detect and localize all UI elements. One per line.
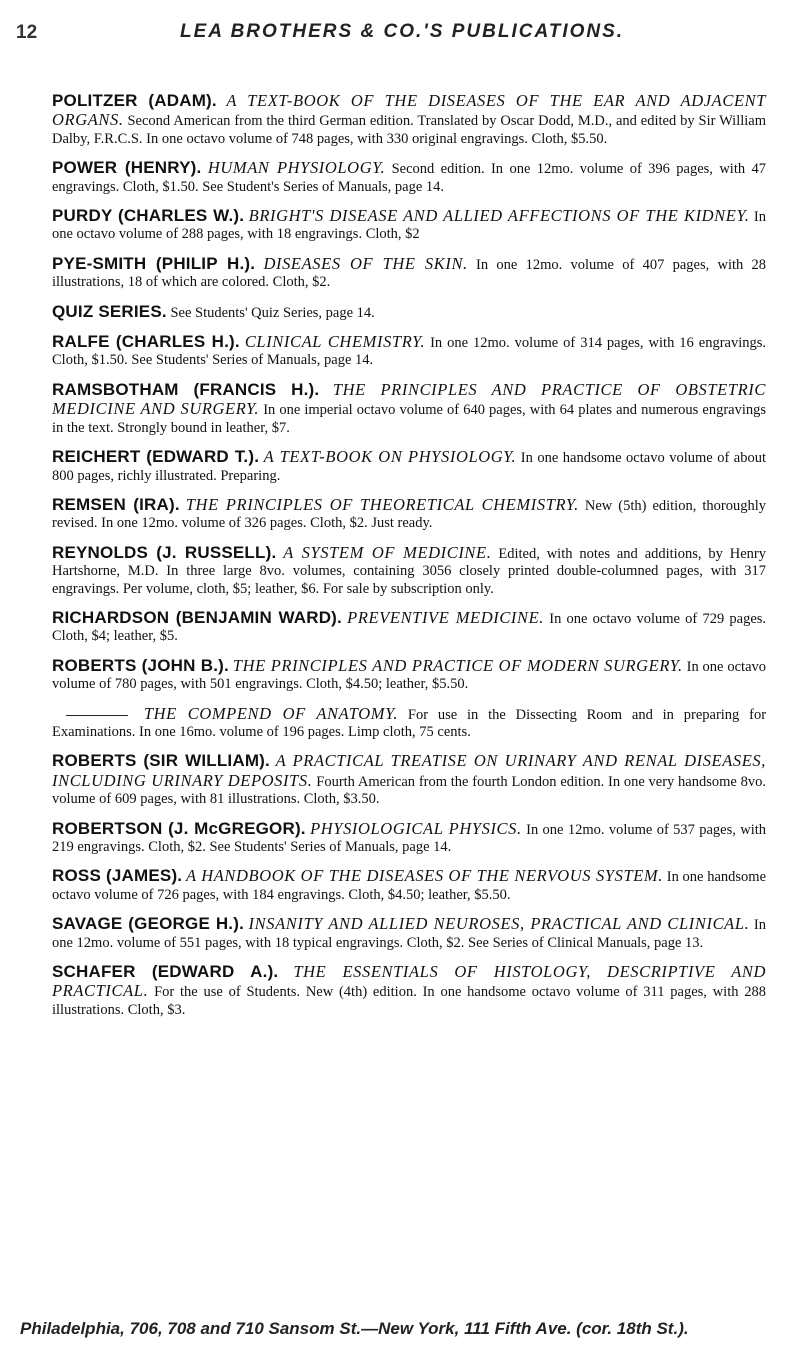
entry-details: In one 12mo. volume of 407 pages, with 28 illustrations, 18 of which are colored. Cloth, $2. [52,256,767,291]
entry-title: THE PRINCIPLES AND PRACTICE OF MODERN SURGERY. [232,655,683,675]
entry-author: ROBERTS (JOHN B.). [52,655,229,675]
entry-title: THE COMPEND OF ANATOMY. [143,703,399,723]
entry-author: PURDY (CHARLES W.). [52,206,245,226]
entry-details: See Students' Quiz Series, page 14. [170,304,375,321]
running-title: LEA BROTHERS & CO.'S PUBLICATIONS. [180,21,625,42]
entry-title: A TEXT-BOOK OF THE DISEASES OF THE EAR AND ADJACENT ORGANS. [52,91,767,130]
entry-author: ROSS (JAMES). [52,866,183,886]
entry-details: In one 12mo. volume of 314 pages, with 16 engravings. Cloth, $1.50. See Students' Series of Manuals, page 14. [52,335,767,369]
entry-title: A TEXT-BOOK ON PHYSIOLOGY. [263,447,517,467]
entry-author: REMSEN (IRA). [52,494,180,514]
entry-details: In one imperial octavo volume of 640 pages, with 64 plates and numerous engravings in the text. Strongly bound in leather, $7. [52,402,766,436]
catalog-entry [52,333,766,370]
entry-title: PREVENTIVE MEDICINE. [347,607,545,627]
entry-details: Fourth American from the fourth London edition. In one very handsome 8vo. volume of 609 pages, with 81 illustrations. Cloth, $3.50. [52,773,766,808]
entry-details: New (5th) edition, thoroughly revised. In one 12mo. volume of 326 pages. Cloth, $2. Just ready. [52,497,766,532]
catalog-entry [52,92,766,148]
entry-title: A SYSTEM OF MEDICINE. [283,542,492,562]
entry-details: For use in the Dissecting Room and in preparing for Examinations. In one 16mo. volume of 196 pages. Limp cloth, 75 cents. [52,706,767,740]
catalog-entry [52,448,766,485]
entry-details: For the use of Students. New (4th) edition. In one handsome octavo volume of 311 pages, with 288 illustrations. Cloth, $3. [52,984,766,1018]
entry-author: ROBERTS (SIR WILLIAM). [52,751,270,771]
entry-author: REYNOLDS (J. RUSSELL). [52,542,277,562]
catalog-entry [52,752,766,808]
catalog-entry [52,609,766,646]
catalog-entry [52,159,766,196]
catalog-entry [52,820,766,857]
entry-details: In one octavo volume of 780 pages, with 501 engravings. Cloth, $4.50; leather, $5.50. [52,658,767,693]
entry-details: In one 12mo. volume of 537 pages, with 219 engravings. Cloth, $2. See Students' Series of Manuals, page 14. [52,821,767,855]
entry-title: DISEASES OF THE SKIN. [263,253,468,273]
entry-author: REICHERT (EDWARD T.). [52,447,260,467]
entry-author: SCHAFER (EDWARD A.). [52,962,279,982]
entry-title: INSANITY AND ALLIED NEUROSES, PRACTICAL AND CLINICAL. [248,914,750,934]
entry-details: Second American from the third German edition. Translated by Oscar Dodd, M.D., and edited by Sir William Dalby, F.R.C.S. In one octavo volume of 748 pages, with 330 original engravings. Cloth, $5.50. [52,113,767,147]
catalog-entry [52,544,766,598]
entry-details: In one 12mo. volume of 551 pages, with 18 typical engravings. Cloth, $2. See Series of Clinical Manuals, page 13. [52,917,766,951]
catalog-entry [52,207,766,244]
page-header [16,20,766,46]
entry-author: RAMSBOTHAM (FRANCIS H.). [52,379,320,399]
catalog-entry [52,303,766,322]
entry-title: A HANDBOOK OF THE DISEASES OF THE NERVOUS SYSTEM. [185,866,663,886]
ditto-dash [66,715,128,716]
entry-details: In one octavo volume of 288 pages, with 18 engravings. Cloth, $2 [52,209,767,243]
catalog-entry [52,705,766,742]
publication-list [52,92,766,1019]
catalog-entry [52,255,766,292]
page-number: 12 [16,22,38,43]
catalog-entry [52,963,766,1019]
catalog-entry [52,867,766,904]
entry-author: RALFE (CHARLES H.). [52,332,240,352]
entry-title: THE ESSENTIALS OF HISTOLOGY, DESCRIPTIVE AND PRACTICAL. [52,962,767,1001]
entry-title: A PRACTICAL TREATISE ON URINARY AND RENAL DISEASES, INCLUDING URINARY DEPOSITS. [52,751,767,790]
entry-title: THE PRINCIPLES AND PRACTICE OF OBSTETRIC MEDICINE AND SURGERY. [52,379,766,419]
entry-details: In one handsome octavo volume of 726 pages, with 184 engravings. Cloth, $4.50; leather, $5.50. [52,869,767,903]
catalog-entry [52,381,766,437]
entry-author: PYE-SMITH (PHILIP H.). [52,253,256,273]
publisher-imprint: Philadelphia, 706, 708 and 710 Sansom St.—New York, 111 Fifth Ave. (cor. 18th St.). [20,1319,689,1338]
entry-author: QUIZ SERIES. [52,301,167,321]
entry-title: BRIGHT'S DISEASE AND ALLIED AFFECTIONS OF THE KIDNEY. [248,206,750,226]
entry-title: PHYSIOLOGICAL PHYSICS. [310,818,522,838]
catalog-entry [52,496,766,533]
entry-details: In one octavo volume of 729 pages. Cloth, $4; leather, $5. [52,610,767,645]
entry-details: Second edition. In one 12mo. volume of 396 pages, with 47 engravings. Cloth, $1.50. See Student's Series of Manuals, page 14. [52,161,766,195]
entry-author: POLITZER (ADAM). [52,91,217,110]
entry-author: POWER (HENRY). [52,158,202,178]
entry-author: SAVAGE (GEORGE H.). [52,914,244,934]
entry-title: THE PRINCIPLES OF THEORETICAL CHEMISTRY. [185,494,579,514]
catalog-entry [52,915,766,952]
entry-title: HUMAN PHYSIOLOGY. [207,158,386,178]
entry-author: RICHARDSON (BENJAMIN WARD). [52,607,342,627]
entry-details: In one handsome octavo volume of about 800 pages, richly illustrated. Preparing. [52,450,766,484]
entry-details: Edited, with notes and additions, by Henry Hartshorne, M.D. In three large 8vo. volumes, containing 3056 closely printed double-columned pages, with 317 engravings. Per volume, cloth, $5; leather, $6. For sale by subscription only. [52,545,766,597]
catalog-entry [52,657,766,694]
entry-author: ROBERTSON (J. McGREGOR). [52,818,306,838]
entry-title: CLINICAL CHEMISTRY. [244,332,426,352]
